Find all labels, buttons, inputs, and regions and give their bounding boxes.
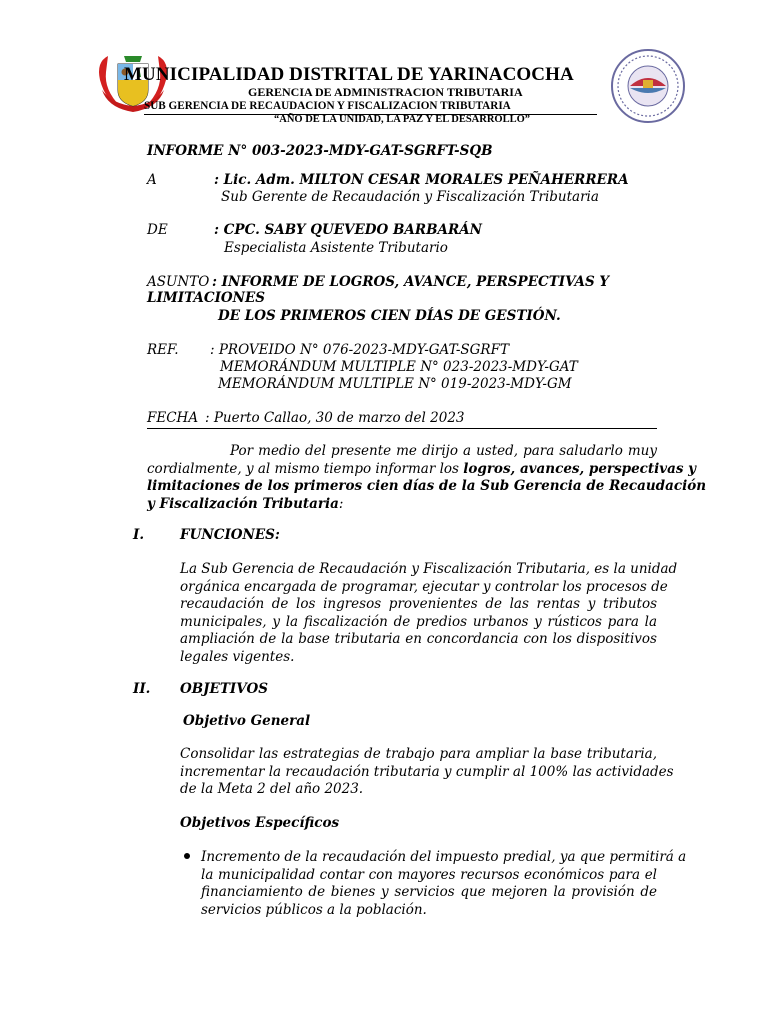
de-name: : CPC. SABY QUEVEDO BARBARÁN [214, 222, 482, 238]
asunto-label: ASUNTO [147, 274, 210, 290]
section-1-number: I. [133, 527, 145, 543]
municipal-seal-icon [610, 48, 686, 124]
section-2-title: OBJETIVOS [180, 681, 268, 697]
objetivo-especifico-line: financiamiento de bienes y servicios que mejoren la provisión de [201, 884, 657, 901]
header-gerencia: GERENCIA DE ADMINISTRACION TRIBUTARIA [248, 85, 523, 99]
fecha-separator [147, 428, 657, 429]
objetivo-general-title: Objetivo General [183, 713, 311, 729]
fecha-label: FECHA [147, 410, 199, 426]
section-1-title: FUNCIONES: [180, 527, 280, 543]
informe-number: INFORME N° 003-2023-MDY-GAT-SGRFT-SQB [147, 143, 493, 159]
bullet-icon [184, 853, 190, 859]
asunto-text-2: LIMITACIONES [147, 290, 266, 306]
funciones-line: municipales, y la fiscalización de predios urbanos y rústicos para la [180, 613, 657, 630]
objetivo-especifico-line: la municipalidad contar con mayores recursos económicos para el [201, 866, 657, 883]
fecha-value: : Puerto Callao, 30 de marzo del 2023 [205, 410, 465, 426]
intro-paragraph [147, 443, 707, 513]
funciones-line: recaudación de los ingresos provenientes de las rentas y tributos [180, 596, 657, 613]
section-1-paragraph [180, 561, 678, 667]
funciones-line: ampliación de la base tributaria en concordancia con los dispositivos [180, 631, 657, 648]
ref-proveido: : PROVEIDO N° 076-2023-MDY-GAT-SGRFT [210, 342, 509, 358]
a-name: : Lic. Adm. MILTON CESAR MORALES PEÑAHERRERA [214, 172, 629, 188]
header-title: MUNICIPALIDAD DISTRITAL DE YARINACOCHA [124, 64, 574, 85]
asunto-text-3: DE LOS PRIMEROS CIEN DÍAS DE GESTIÓN. [218, 308, 561, 324]
a-label: A [147, 172, 157, 188]
objetivo-general-line: de la Meta 2 del año 2023. [180, 781, 364, 798]
funciones-line: orgánica encargada de programar, ejecutar y controlar los procesos de [180, 578, 668, 595]
header-sub-gerencia: SUB GERENCIA DE RECAUDACION Y FISCALIZACION TRIBUTARIA [144, 100, 511, 112]
de-role: Especialista Asistente Tributario [224, 240, 448, 256]
objetivo-especifico-line: servicios públicos a la población. [201, 901, 427, 918]
objetivo-especifico-item [201, 849, 687, 919]
header-year-motto: “AÑO DE LA UNIDAD, LA PAZ Y EL DESARROLLO” [274, 114, 531, 125]
funciones-line: La Sub Gerencia de Recaudación y Fiscalización Tributaria, es la unidad [180, 561, 678, 577]
intro-line-3: limitaciones de los primeros cien días de la Sub Gerencia de Recaudación [147, 478, 707, 495]
section-2-number: II. [133, 681, 151, 697]
objetivo-general-line: incrementar la recaudación tributaria y cumplir al 100% las actividades [180, 763, 674, 780]
funciones-line: legales vigentes. [180, 648, 295, 665]
ref-memorandum-1: MEMORÁNDUM MULTIPLE N° 023-2023-MDY-GAT [220, 359, 578, 375]
intro-line-4: y Fiscalización Tributaria: [147, 495, 344, 512]
objetivo-general-paragraph [180, 746, 674, 799]
intro-line-2: cordialmente, y al mismo tiempo informar los logros, avances, perspectivas y [147, 460, 696, 477]
objetivos-especificos-title: Objetivos Específicos [180, 815, 340, 831]
asunto-text-1: : INFORME DE LOGROS, AVANCE, PERSPECTIVAS Y [212, 274, 610, 290]
ref-label: REF. [147, 342, 179, 358]
de-label: DE [147, 222, 168, 238]
intro-line-1: Por medio del presente me dirijo a usted, para saludarlo muy [230, 443, 657, 459]
a-role: Sub Gerente de Recaudación y Fiscalización Tributaria [221, 189, 599, 205]
objetivo-especifico-line: Incremento de la recaudación del impuesto predial, ya que permitirá a [201, 849, 687, 865]
objetivo-general-line: Consolidar las estrategias de trabajo para ampliar la base tributaria, [180, 746, 657, 762]
ref-memorandum-2: MEMORÁNDUM MULTIPLE N° 019-2023-MDY-GM [218, 376, 572, 392]
